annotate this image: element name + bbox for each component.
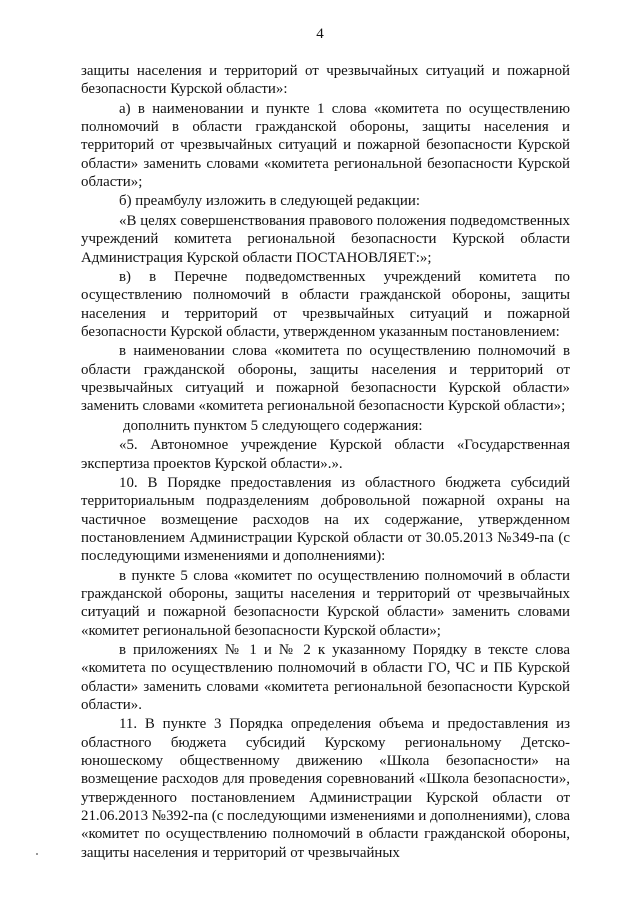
- paragraph-section-11: 11. В пункте 3 Порядка определения объема и предоставления из областного бюджета субсидий Курскому региональному Детско-юношескому общественному движению «Школа безопасности» на возмещение расходов для проведения соревнований «Школа безопасности», утвержденного постановлением Администрации Курской области от 21.06.2013 №392-па (с последующими изменениями и дополнениями), слова «комитет по осуществлению полномочий в области гражданской обороны, защиты населения и территорий от чрезвычайных: [81, 716, 570, 861]
- document-body: [81, 62, 570, 863]
- paragraph-appendix-change: в приложениях № 1 и № 2 к указанному Порядку в тексте слова «комитета по осуществлению полномочий в области ГО, ЧС и ПБ Курской области» заменить словами «комитета региональной безопасности Курской области».: [81, 642, 570, 713]
- paragraph-point-5-change: в пункте 5 слова «комитет по осуществлению полномочий в области гражданской обороны, защиты населения и территорий от чрезвычайных ситуаций и пожарной безопасности Курской области» заменить словами «комитет региональной безопасности Курской области»;: [81, 567, 570, 639]
- scan-speck: [36, 853, 38, 855]
- paragraph-continuation: защиты населения и территорий от чрезвычайных ситуаций и пожарной безопасности Курской области»:: [81, 63, 570, 98]
- paragraph-add-point: дополнить пунктом 5 следующего содержания:: [123, 417, 423, 434]
- paragraph-point-5-quote: «5. Автономное учреждение Курской области «Государственная экспертиза проектов Курской области».».: [81, 437, 570, 472]
- paragraph-section-10: 10. В Порядке предоставления из областного бюджета субсидий территориальным подразделениям добровольной пожарной охраны на частичное возмещение расходов на их содержание, утвержденном постановлением Администрации Курской области от 30.05.2013 №349-па (с последующими изменениями и дополнениями):: [81, 475, 570, 565]
- paragraph-preamble-quote: «В целях совершенствования правового положения подведомственных учреждений комитета региональной безопасности Курской области Администрация Курской области ПОСТАНОВЛЯЕТ:»;: [81, 212, 570, 266]
- paragraph-name-change: в наименовании слова «комитета по осуществлению полномочий в области гражданской обороны, защиты населения и территорий от чрезвычайных ситуаций и пожарной безопасности Курской области» заменить словами «комитета региональной безопасности Курской области»;: [81, 343, 570, 415]
- paragraph-item-b: б) преамбулу изложить в следующей редакции:: [119, 193, 420, 210]
- paragraph-item-a: а) в наименовании и пункте 1 слова «комитета по осуществлению полномочий в области гражданской обороны, защиты населения и территорий от чрезвычайных ситуаций и пожарной безопасности Курской области» заменить словами «комитета региональной безопасности Курской области»;: [81, 100, 570, 190]
- page-number: 4: [316, 26, 324, 42]
- paragraph-item-v: в) в Перечне подведомственных учреждений комитета по осуществлению полномочий в области гражданской обороны, защиты населения и территорий от чрезвычайных ситуаций и пожарной безопасности Курской области, утвержденном указанным постановлением:: [81, 269, 570, 340]
